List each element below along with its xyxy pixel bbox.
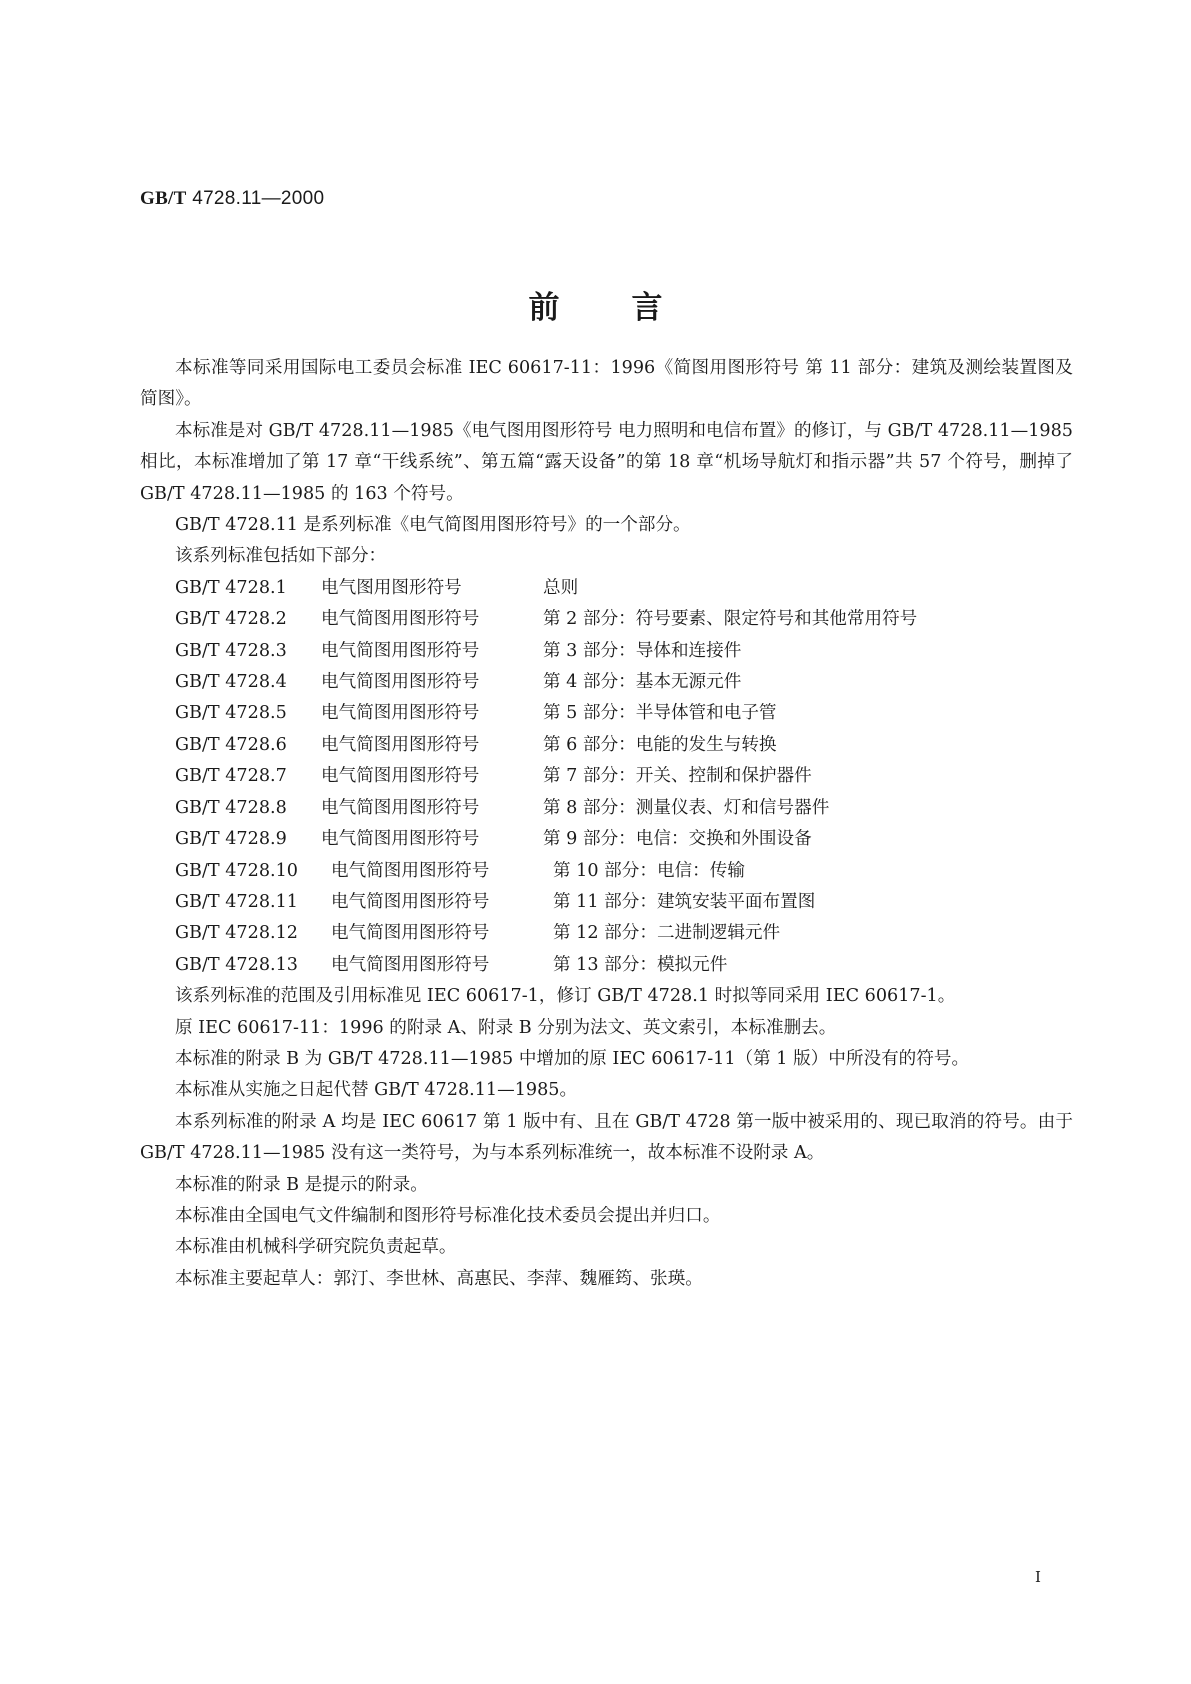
standard-part: 第 11 部分：建筑安装平面布置图 (553, 891, 816, 912)
standard-name: 电气简图用图形符号 (321, 609, 480, 630)
list-item (140, 604, 1073, 635)
standard-part: 第 2 部分：符号要素、限定符号和其他常用符号 (543, 609, 918, 630)
list-item (140, 793, 1073, 824)
standard-code: GB/T 4728.9 (175, 829, 287, 850)
standard-part: 第 7 部分：开关、控制和保护器件 (543, 766, 812, 787)
list-item (140, 667, 1073, 698)
standard-part: 第 12 部分：二进制逻辑元件 (553, 923, 781, 944)
paragraph: 该系列标准包括如下部分： (175, 546, 387, 567)
standard-name: 电气简图用图形符号 (321, 672, 480, 693)
standard-number: 4728.11—2000 (192, 188, 325, 209)
foreword-body (140, 353, 1073, 1295)
standard-part: 第 3 部分：导体和连接件 (543, 640, 742, 661)
list-item (140, 761, 1073, 792)
standard-part: 第 9 部分：电信：交换和外围设备 (543, 829, 812, 850)
standard-part: 第 8 部分：测量仪表、灯和信号器件 (543, 797, 830, 818)
standard-code: GB/T 4728.4 (175, 672, 287, 693)
list-item (140, 698, 1073, 729)
standard-part: 第 10 部分：电信：传输 (553, 860, 745, 881)
standard-name: 电气简图用图形符号 (321, 734, 480, 755)
standard-code: GB/T 4728.11 (175, 891, 298, 912)
list-item (140, 856, 1073, 887)
standard-code: GB/T 4728.3 (175, 640, 287, 661)
standard-name: 电气简图用图形符号 (321, 766, 480, 787)
standard-name: 电气简图用图形符号 (321, 703, 480, 724)
document-header (140, 188, 324, 210)
standard-code: GB/T 4728.5 (175, 703, 287, 724)
standard-part: 总则 (543, 577, 579, 598)
paragraph: 本标准是对 GB/T 4728.11—1985《电气图用图形符号 电力照明和电信布置》的修订，与 GB/T 4728.11—1985 相比，本标准增加了第 17 章“干线系统”、第五篇“露天设备”的第 18 章“机场导航灯和指示器”共 57 个符号，删掉了 GB/T 4728.11—1985 的 163 个符号。 (140, 420, 1073, 504)
standard-part: 第 5 部分：半导体管和电子管 (543, 703, 777, 724)
standard-part: 第 4 部分：基本无源元件 (543, 672, 742, 693)
standard-name: 电气简图用图形符号 (331, 891, 490, 912)
paragraph: 本标准等同采用国际电工委员会标准 IEC 60617-11：1996《简图用图形符号 第 11 部分：建筑及测绘装置图及简图》。 (140, 358, 1073, 410)
list-item (140, 887, 1073, 918)
standard-code: GB/T 4728.6 (175, 734, 287, 755)
standard-code: GB/T 4728.10 (175, 860, 298, 881)
standard-code: GB/T 4728.8 (175, 797, 287, 818)
list-item (140, 950, 1073, 981)
list-item (140, 824, 1073, 855)
standard-code: GB/T 4728.13 (175, 954, 298, 975)
standard-code: GB/T 4728.2 (175, 609, 287, 630)
standard-name: 电气简图用图形符号 (331, 954, 490, 975)
standard-code: GB/T 4728.12 (175, 923, 298, 944)
paragraph: 本系列标准的附录 A 均是 IEC 60617 第 1 版中有、且在 GB/T 4728 第一版中被采用的、现已取消的符号。由于 GB/T 4728.11—1985 没有这一类符号，为与本系列标准统一，故本标准不设附录 A。 (140, 1111, 1073, 1164)
series-list (140, 573, 1073, 981)
standard-prefix: GB/T (140, 188, 187, 209)
standard-name: 电气简图用图形符号 (331, 860, 490, 881)
list-item (140, 730, 1073, 761)
list-item (140, 636, 1073, 667)
paragraph: GB/T 4728.11 是系列标准《电气简图用图形符号》的一个部分。 (175, 515, 691, 536)
standard-name: 电气简图用图形符号 (321, 640, 480, 661)
standard-name: 电气简图用图形符号 (321, 829, 480, 850)
page-title: 前言 (528, 290, 735, 326)
standard-name: 电气简图用图形符号 (331, 923, 490, 944)
paragraph: 原 IEC 60617-11：1996 的附录 A、附录 B 分别为法文、英文索引，本标准删去。 (175, 1017, 837, 1038)
paragraph: 该系列标准的范围及引用标准见 IEC 60617-1，修订 GB/T 4728.1 时拟等同采用 IEC 60617-1。 (175, 986, 956, 1007)
paragraph: 本标准从实施之日起代替 GB/T 4728.11—1985。 (175, 1080, 578, 1101)
list-item (140, 918, 1073, 949)
standard-name: 电气简图用图形符号 (321, 797, 480, 818)
standard-part: 第 13 部分：模拟元件 (553, 954, 728, 975)
paragraph: 本标准的附录 B 是提示的附录。 (175, 1174, 428, 1195)
paragraph: 本标准的附录 B 为 GB/T 4728.11—1985 中增加的原 IEC 60617-11（第 1 版）中所没有的符号。 (175, 1048, 970, 1069)
paragraph: 本标准由全国电气文件编制和图形符号标准化技术委员会提出并归口。 (175, 1205, 721, 1226)
standard-code: GB/T 4728.7 (175, 766, 287, 787)
page-number: I (1035, 1568, 1041, 1586)
standard-code: GB/T 4728.1 (175, 577, 287, 598)
paragraph: 本标准由机械科学研究院负责起草。 (175, 1237, 457, 1258)
list-item (140, 573, 1073, 604)
standard-part: 第 6 部分：电能的发生与转换 (543, 734, 777, 755)
standard-name: 电气图用图形符号 (321, 577, 462, 598)
paragraph: 本标准主要起草人：郭汀、李世林、高惠民、李萍、魏雁筠、张瑛。 (175, 1268, 703, 1289)
